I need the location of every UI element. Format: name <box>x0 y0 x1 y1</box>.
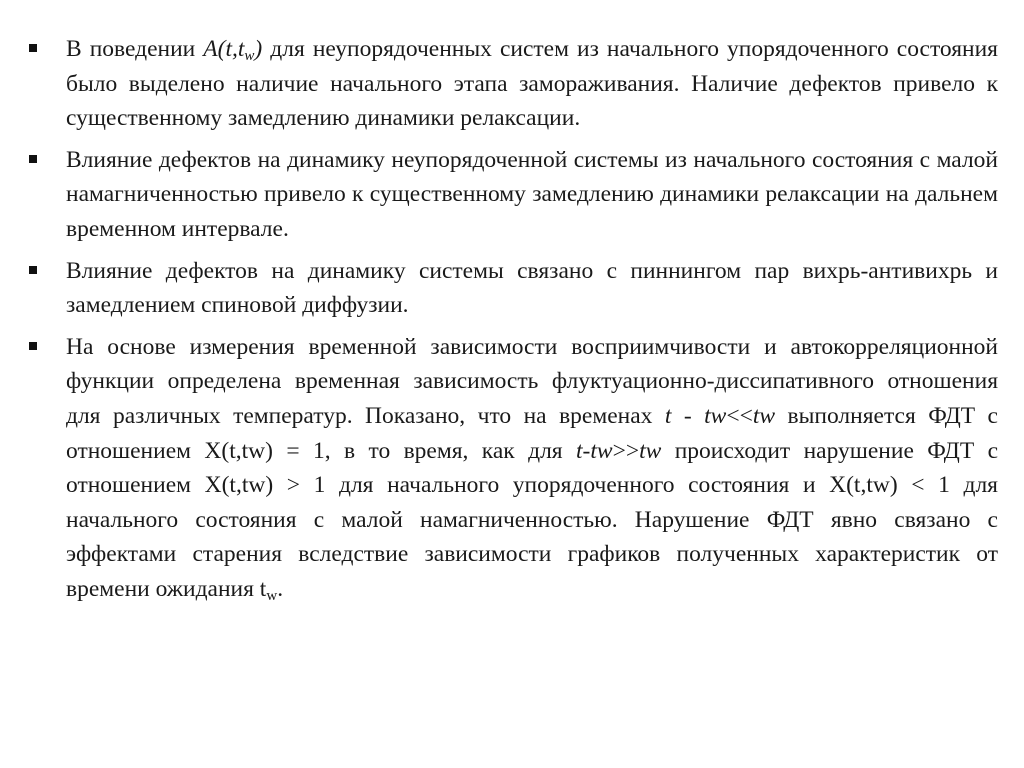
bullet-4-text-end: . <box>277 575 284 602</box>
bullet-1-formula-close: ) <box>254 36 263 62</box>
bullet-4-formula-1: t - tw <box>664 402 727 429</box>
bullet-item-3 <box>22 254 998 323</box>
bullet-4-formula-4: tw <box>639 437 662 464</box>
bullet-1-formula-subscript: w <box>244 48 255 64</box>
bullet-4-subscript: w <box>266 587 278 604</box>
bullet-1-formula <box>203 36 262 62</box>
square-bullet-icon <box>29 44 37 52</box>
bullet-1-formula-a: A(t,t <box>203 36 245 62</box>
bullet-3-text: Влияние дефектов на динамику системы связано с пиннингом пар вихрь-антивихрь и замедлением спиновой диффузии. <box>66 257 998 319</box>
bullet-4-formula-2: tw <box>752 402 776 429</box>
bullet-item-1 <box>22 32 998 136</box>
bullet-2-text: Влияние дефектов на динамику неупорядоченной системы из начального состояния с малой намагниченностью привело к существенному замедлению динамики релаксации на дальнем временном интервале. <box>66 146 998 242</box>
bullet-4-text-3: выполняется ФДТ с отношением X(t,tw) = 1, в то время, как для <box>66 402 998 464</box>
bullet-1-text-end: для неупорядоченных систем из начального упорядоченного состояния было выделено наличие начального этапа замораживания. Наличие дефектов привело к существенному замедлению динамики релаксации. <box>66 36 998 132</box>
bullet-1-text-start: В поведении <box>66 36 204 62</box>
bullet-4-text-4: >> <box>612 437 640 464</box>
bullet-4-formula-3: t-tw <box>576 437 613 464</box>
square-bullet-icon <box>29 342 37 350</box>
bullet-item-4 <box>22 330 998 607</box>
bullet-4-text-5: происходит нарушение ФДТ с отношением X(t,tw) > 1 для начального упорядоченного состояния и X(t,tw) < 1 для начального состояния с малой намагниченностью. Нарушение ФДТ явно связано с эффектами старения вследствие зависимости графиков полученных характеристик от времени ожидания t <box>66 437 998 602</box>
square-bullet-icon <box>29 266 37 274</box>
square-bullet-icon <box>29 155 37 163</box>
bullet-list <box>22 32 998 614</box>
bullet-4-text-1: На основе измерения временной зависимости восприимчивости и автокорреляционной функции определена временная зависимость флуктуационно-диссипативного отношения для различных температур. Показано, что на временах <box>66 333 998 429</box>
bullet-4-text-2: << <box>726 402 753 429</box>
bullet-item-2 <box>22 143 998 247</box>
